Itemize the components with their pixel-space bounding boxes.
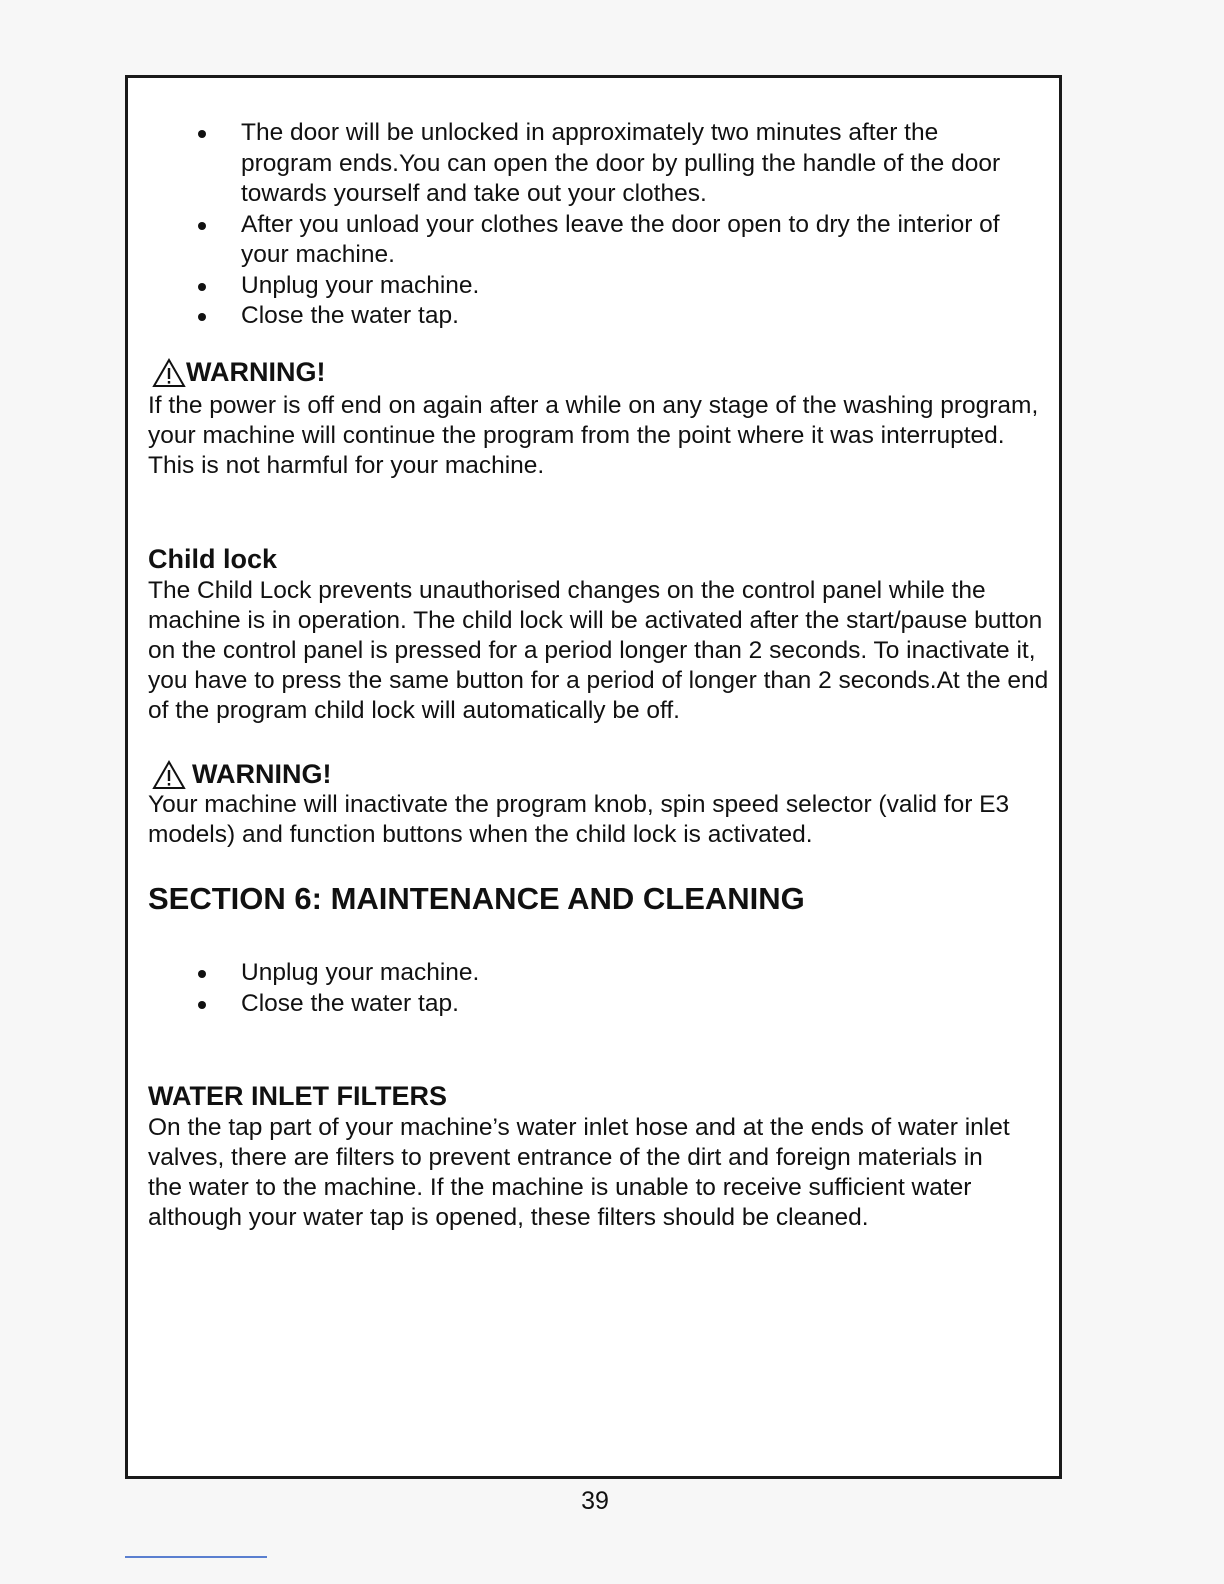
bullet-text: Close the water tap. (241, 989, 459, 1017)
bullet-icon (198, 313, 206, 321)
child-lock-text: The Child Lock prevents unauthorised changes on the control panel while the machine is in operation. The child lock will be activated after the start/pause button on the control panel is pressed for a period longer than 2 seconds. To inactivate it, you have to press the same button for a period of longer than 2 seconds.At the end of the program child lock will automatically be off. (148, 577, 1049, 724)
bullet-icon (198, 1001, 206, 1009)
warning-heading (152, 356, 325, 388)
warning-text: If the power is off end on again after a while on any stage of the washing program, your machine will continue the program from the point where it was interrupted. This is not harmful for your machine. (148, 392, 1039, 479)
list-item (241, 118, 1031, 210)
bullet-text: The door will be unlocked in approximately two minutes after the program ends.You can open the door by pulling the handle of the door towards yourself and take out your clothes. (241, 119, 1001, 207)
top-bullet-list (241, 118, 1041, 332)
child-lock-heading: Child lock (148, 544, 278, 574)
bullet-icon (198, 130, 206, 138)
bullet-text: Unplug your machine. (241, 959, 480, 986)
section-heading: SECTION 6: MAINTENANCE AND CLEANING (148, 881, 805, 916)
page-number: 39 (581, 1487, 609, 1515)
warning-triangle-icon (152, 358, 186, 388)
bullet-text: Close the water tap. (241, 302, 459, 329)
bullet-text: After you unload your clothes leave the door open to dry the interior of your machine. (241, 210, 1000, 268)
warning-title: WARNING! (192, 759, 332, 789)
list-item (241, 958, 1041, 989)
bullet-icon (198, 222, 206, 230)
section-bullet-list (241, 958, 1041, 1019)
footer-rule (125, 1556, 267, 1558)
bullet-text: Unplug your machine. (241, 271, 480, 299)
warning-heading (152, 758, 331, 790)
list-item (241, 210, 1031, 271)
bullet-icon (198, 970, 206, 978)
bullet-icon (198, 283, 206, 291)
warning-triangle-icon (152, 760, 186, 790)
list-item (241, 271, 1041, 302)
page-frame (125, 75, 1062, 1479)
warning-text: Your machine will inactivate the program knob, spin speed selector (valid for E3 models) and function buttons when the child lock is activated. (148, 791, 1010, 848)
water-inlet-heading: WATER INLET FILTERS (148, 1081, 447, 1111)
list-item (241, 301, 1041, 332)
warning-title: WARNING! (186, 357, 326, 387)
water-inlet-text: On the tap part of your machine’s water inlet hose and at the ends of water inlet valves, there are filters to prevent entrance of the dirt and foreign materials in the water to the machine. If the machine is unable to receive sufficient water although your water tap is opened, these filters should be cleaned. (148, 1114, 1010, 1231)
list-item (241, 989, 1041, 1020)
